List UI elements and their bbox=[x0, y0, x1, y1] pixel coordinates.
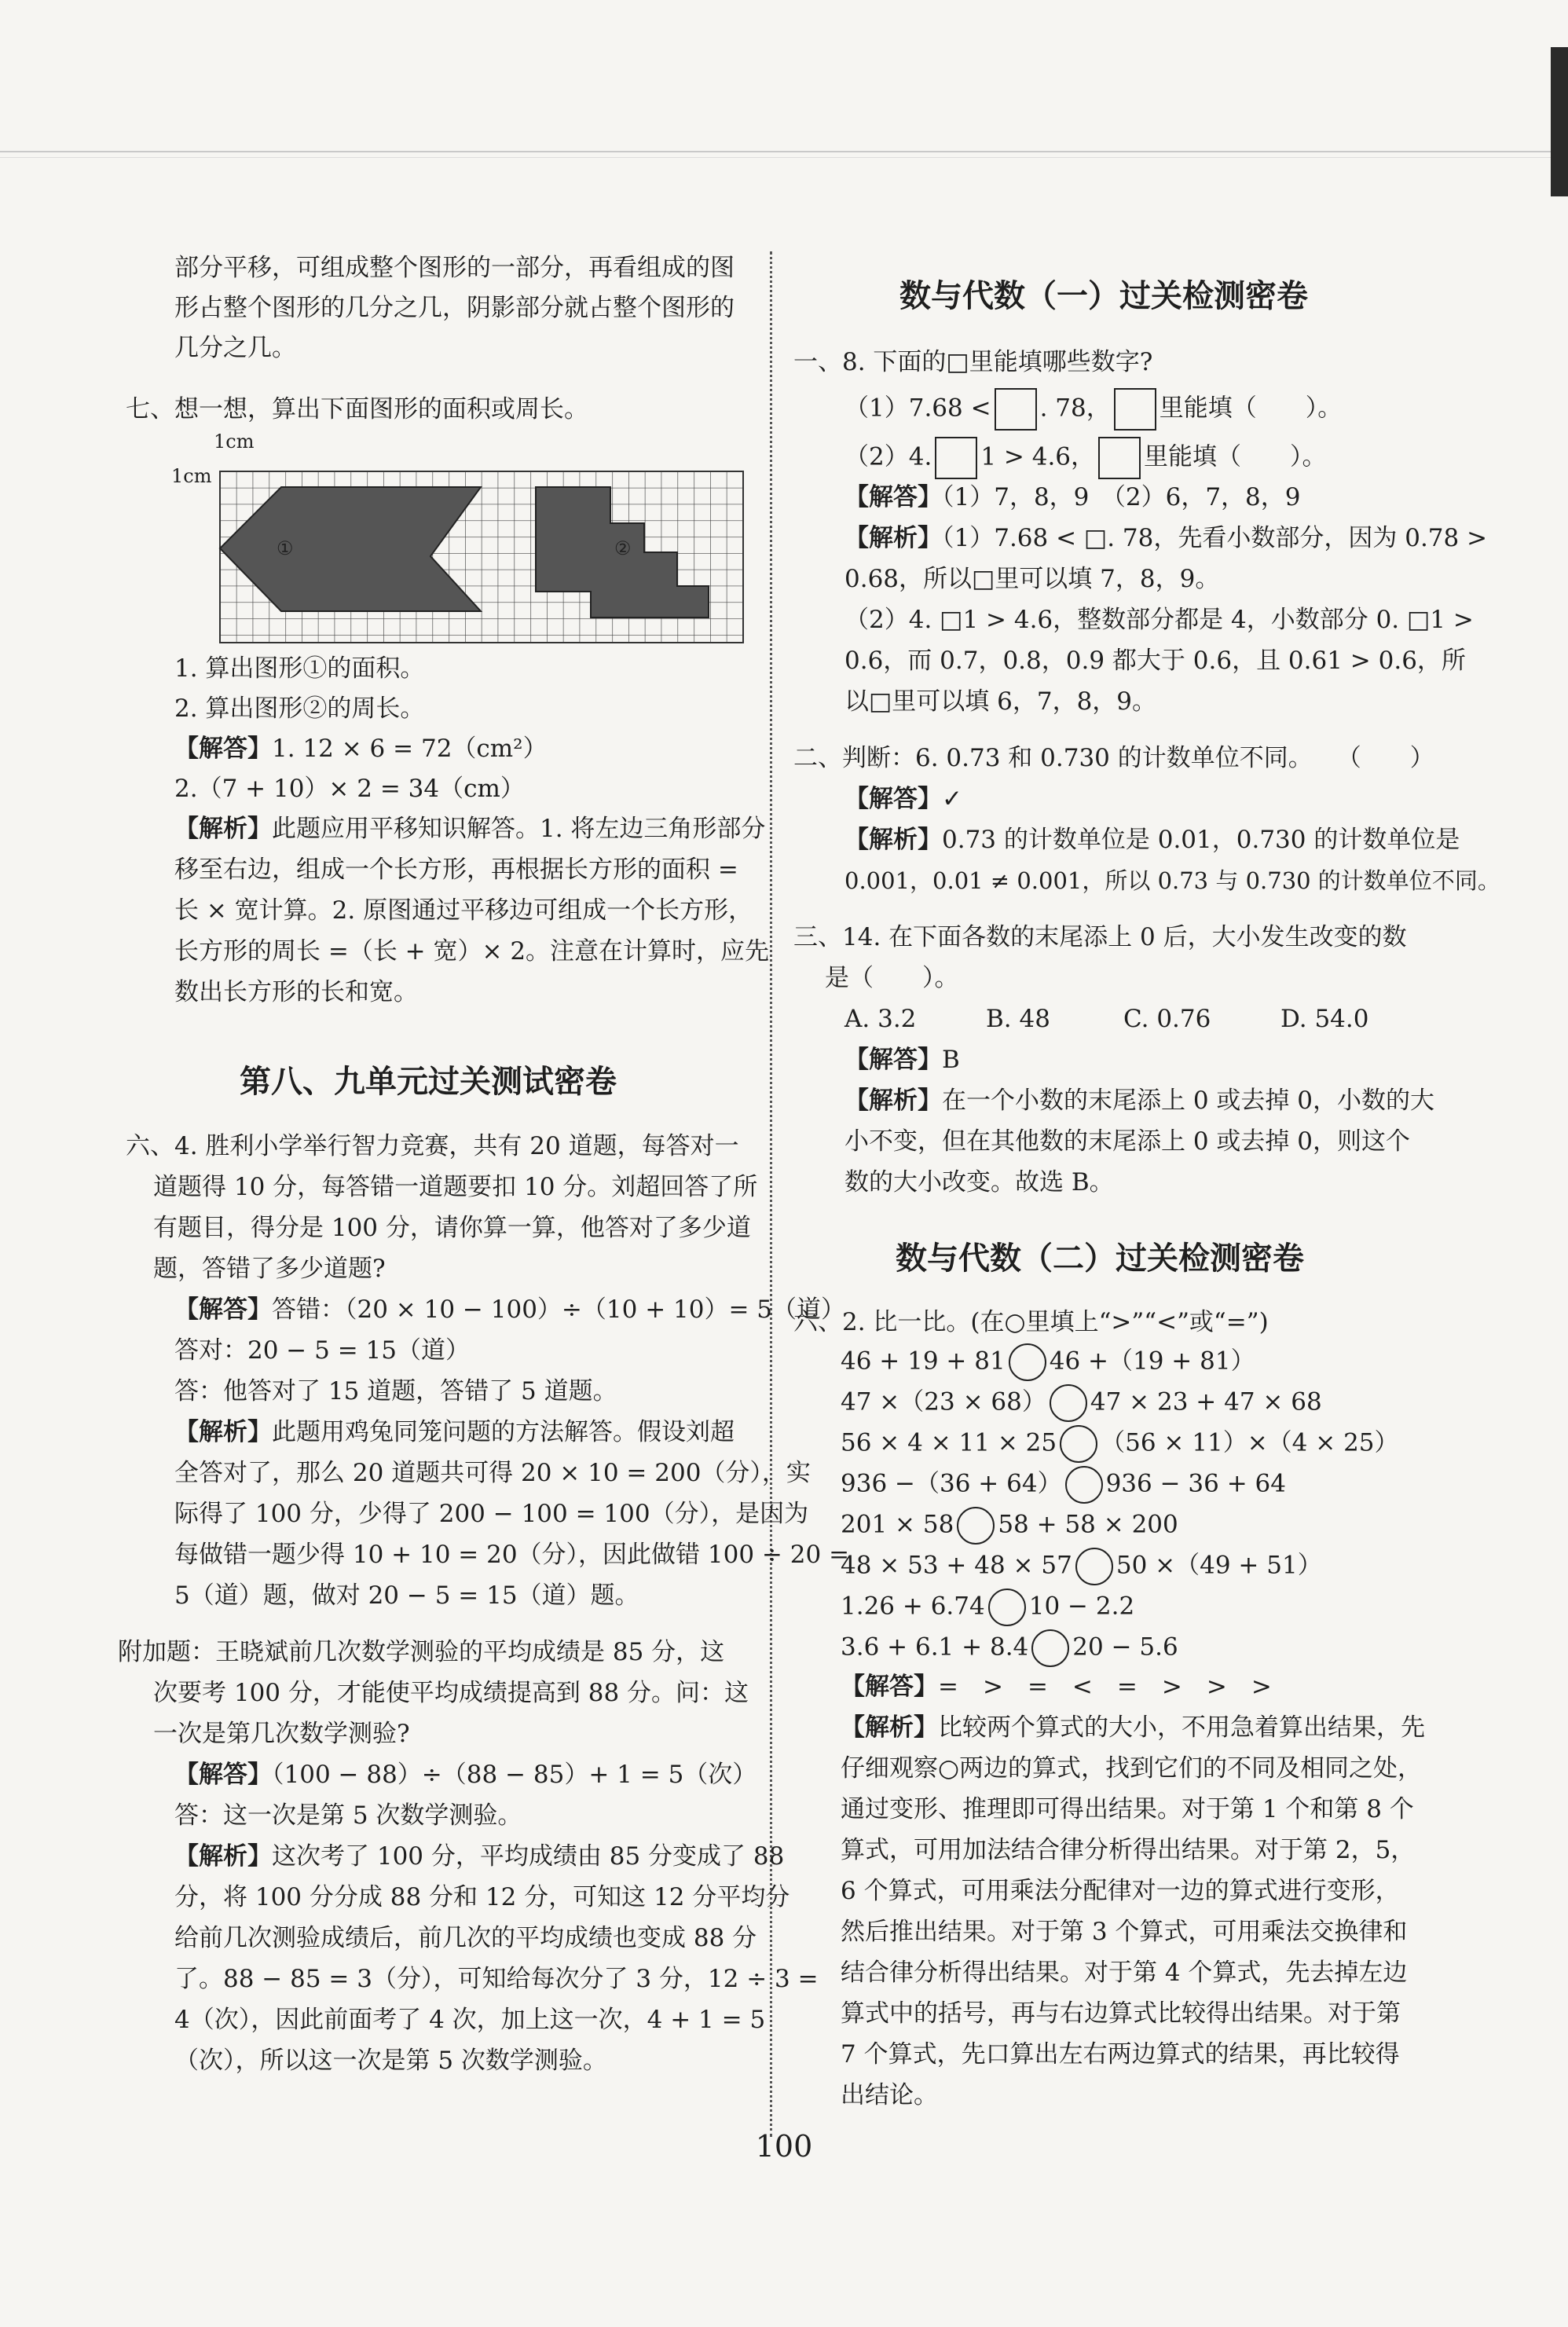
analysis-line: 每做错一题少得 10 + 10 = 20（分），因此做错 100 ÷ 20 = bbox=[174, 1541, 850, 1569]
expr-left: 3.6 + 6.1 + 8.4 bbox=[841, 1633, 1029, 1662]
expr-left: 48 × 53 + 48 × 57 bbox=[841, 1551, 1072, 1580]
q6-answer bbox=[174, 1295, 845, 1325]
analysis-line: 5（道）题，做对 20 − 5 = 15（道）题。 bbox=[174, 1581, 639, 1610]
analysis-line: 了。88 − 85 = 3（分），可知给每次分了 3 分，12 ÷ 3 = bbox=[174, 1965, 819, 1993]
analysis-text: 在一个小数的末尾添上 0 或去掉 0，小数的大 bbox=[942, 1087, 1435, 1115]
text: 1 > 4.6， bbox=[980, 442, 1096, 471]
blank-box[interactable] bbox=[935, 437, 977, 479]
extra-line: 次要考 100 分，才能使平均成绩提高到 88 分。问：这 bbox=[153, 1679, 749, 1707]
analysis-line: 0.001，0.01 ≠ 0.001，所以 0.73 与 0.730 的计数单位不同。 bbox=[844, 867, 1500, 894]
expr-right: （56 × 11）×（4 × 25） bbox=[1101, 1428, 1399, 1457]
analysis-tag: 【解析】 bbox=[844, 524, 942, 552]
page-number: 100 bbox=[755, 2129, 813, 2164]
compare-row bbox=[841, 1466, 1286, 1504]
expr-right: 47 × 23 + 47 × 68 bbox=[1090, 1387, 1322, 1416]
compare-circle[interactable] bbox=[1065, 1466, 1103, 1504]
analysis-text: 此题应用平移知识解答。1. 将左边三角形部分 bbox=[272, 815, 766, 843]
grid-label-top: 1cm bbox=[214, 431, 255, 453]
extra-line: 附加题：王晓斌前几次数学测验的平均成绩是 85 分，这 bbox=[118, 1638, 725, 1666]
analysis-line: 数的大小改变。故选 B。 bbox=[844, 1168, 1114, 1196]
answer-line: 答：他答对了 15 道题，答错了 5 道题。 bbox=[174, 1377, 617, 1405]
analysis-tag: 【解析】 bbox=[844, 1087, 942, 1115]
compare-row bbox=[841, 1507, 1178, 1545]
compare-circle[interactable] bbox=[1009, 1343, 1046, 1381]
option-d: D. 54.0 bbox=[1280, 1005, 1369, 1033]
intro-line: 部分平移，可组成整个图形的一部分，再看组成的图 bbox=[174, 254, 735, 282]
compare-circle[interactable] bbox=[1060, 1425, 1097, 1463]
grid-figure bbox=[167, 431, 764, 650]
expr-right: 58 + 58 × 200 bbox=[998, 1510, 1178, 1539]
answer-text: = > = < = > > > bbox=[938, 1673, 1272, 1701]
expr-right: 10 − 2.2 bbox=[1028, 1592, 1135, 1621]
analysis-text: 此题用鸡兔同笼问题的方法解答。假设刘超 bbox=[272, 1418, 735, 1446]
scan-edge-shadow bbox=[1551, 47, 1568, 196]
r-q6-title: 六、2. 比一比。(在○里填上“>”“<”或“=”) bbox=[793, 1308, 1269, 1336]
analysis-line: 0.6，而 0.7，0.8，0.9 都大于 0.6，且 0.61 > 0.6，所 bbox=[844, 647, 1466, 675]
q6-line: 题，答错了多少道题? bbox=[153, 1255, 386, 1283]
grid-svg bbox=[167, 431, 764, 650]
analysis-line: 移至右边，组成一个长方形，再根据长方形的面积 = bbox=[174, 856, 738, 884]
r-q1-title: 一、8. 下面的□里能填哪些数字? bbox=[793, 348, 1153, 376]
answer-tag: 【解答】 bbox=[844, 1046, 942, 1074]
analysis-tag: 【解析】 bbox=[174, 1842, 272, 1871]
figure-1-label: ① bbox=[277, 537, 294, 559]
analysis-line: （2）4. □1 > 4.6，整数部分都是 4，小数部分 0. □1 > bbox=[844, 606, 1474, 634]
compare-row bbox=[841, 1384, 1322, 1422]
page-top-rule bbox=[0, 151, 1568, 152]
text: 里能填（ ）。 bbox=[1159, 394, 1343, 423]
r-q2-analysis bbox=[844, 825, 1460, 855]
analysis-line: 全答对了，那么 20 道题共可得 20 × 10 = 200（分），实 bbox=[174, 1459, 811, 1487]
analysis-line: 算式中的括号，再与右边算式比较得出结果。对于第 bbox=[841, 1999, 1401, 2028]
analysis-line: 6 个算式，可用乘法分配律对一边的算式进行变形， bbox=[841, 1877, 1400, 1905]
answer-tag: 【解答】 bbox=[174, 735, 272, 763]
intro-line: 形占整个图形的几分之几，阴影部分就占整个图形的 bbox=[174, 294, 735, 322]
compare-row bbox=[841, 1548, 1322, 1585]
analysis-line: 仔细观察○两边的算式，找到它们的不同及相同之处， bbox=[841, 1754, 1423, 1783]
analysis-line: 7 个算式，先口算出左右两边算式的结果，再比较得 bbox=[841, 2040, 1400, 2069]
analysis-line: 以□里可以填 6，7，8，9。 bbox=[844, 687, 1157, 716]
expr-left: 201 × 58 bbox=[841, 1510, 954, 1539]
q7-item: 1. 算出图形①的面积。 bbox=[174, 654, 425, 683]
answer-text: B bbox=[942, 1046, 960, 1074]
analysis-line: 长 × 宽计算。2. 原图通过平移边可组成一个长方形， bbox=[174, 896, 753, 925]
q6-line: 六、4. 胜利小学举行智力竞赛，共有 20 道题，每答对一 bbox=[126, 1132, 739, 1160]
analysis-tag: 【解析】 bbox=[174, 1418, 272, 1446]
analysis-line: 算式，可用加法结合律分析得出结果。对于第 2，5， bbox=[841, 1836, 1416, 1864]
analysis-line: 数出长方形的长和宽。 bbox=[174, 978, 418, 1006]
r-q1-answer bbox=[844, 482, 1301, 512]
analysis-line: 0.68，所以□里可以填 7，8，9。 bbox=[844, 565, 1220, 593]
r-q3-line: 是（ ）。 bbox=[825, 964, 959, 992]
analysis-line: 给前几次测验成绩后，前几次的平均成绩也变成 88 分 bbox=[174, 1924, 757, 1952]
compare-row bbox=[841, 1343, 1255, 1381]
compare-row bbox=[841, 1629, 1178, 1667]
expr-right: 50 ×（49 + 51） bbox=[1116, 1551, 1322, 1580]
compare-circle[interactable] bbox=[957, 1507, 995, 1545]
analysis-line: 分，将 100 分分成 88 分和 12 分，可知这 12 分平均分 bbox=[174, 1883, 790, 1911]
expr-left: 1.26 + 6.74 bbox=[841, 1592, 985, 1621]
expr-left: 46 + 19 + 81 bbox=[841, 1347, 1006, 1376]
compare-circle[interactable] bbox=[1050, 1384, 1087, 1422]
expr-left: 56 × 4 × 11 × 25 bbox=[841, 1428, 1057, 1457]
answer-text: （100 − 88）÷（88 − 85）+ 1 = 5（次） bbox=[272, 1761, 757, 1789]
extra-line: 一次是第几次数学测验? bbox=[153, 1720, 410, 1748]
analysis-line: 出结论。 bbox=[841, 2081, 938, 2109]
answer-tag: 【解答】 bbox=[844, 785, 942, 813]
r-q1-sub2 bbox=[844, 437, 1327, 479]
analysis-text: 比较两个算式的大小，不用急着算出结果，先 bbox=[938, 1713, 1425, 1742]
expr-left: 936 −（36 + 64） bbox=[841, 1469, 1062, 1498]
figure-2-label: ② bbox=[614, 537, 632, 559]
compare-circle[interactable] bbox=[1075, 1548, 1113, 1585]
q6-line: 道题得 10 分，每答错一道题要扣 10 分。刘超回答了所 bbox=[153, 1173, 758, 1201]
q7-answer bbox=[174, 734, 548, 764]
analysis-line: 结合律分析得出结果。对于第 4 个算式，先去掉左边 bbox=[841, 1959, 1408, 1987]
grid-label-left: 1cm bbox=[171, 465, 212, 487]
option-a: A. 3.2 bbox=[844, 1005, 917, 1033]
text: 里能填（ ）。 bbox=[1144, 442, 1327, 471]
r-q1-sub1 bbox=[844, 388, 1342, 431]
expr-left: 47 ×（23 × 68） bbox=[841, 1387, 1046, 1416]
text: （2）4. bbox=[844, 442, 932, 471]
blank-box[interactable] bbox=[995, 388, 1037, 431]
section-title-units-8-9: 第八、九单元过关测试密卷 bbox=[240, 1064, 617, 1100]
analysis-line: 际得了 100 分，少得了 200 − 100 = 100（分），是因为 bbox=[174, 1500, 809, 1528]
expr-right: 936 − 36 + 64 bbox=[1105, 1469, 1287, 1498]
intro-line: 几分之几。 bbox=[174, 334, 296, 362]
answer-line: 答对：20 − 5 = 15（道） bbox=[174, 1336, 470, 1365]
analysis-text: （1）7.68 < □. 78，先看小数部分，因为 0.78 > bbox=[942, 524, 1488, 552]
text: . 78， bbox=[1039, 394, 1111, 423]
answer-text: ✓ bbox=[942, 785, 962, 813]
r-q3-analysis bbox=[844, 1086, 1434, 1116]
analysis-tag: 【解析】 bbox=[844, 826, 942, 854]
r-q6-analysis bbox=[841, 1713, 1425, 1743]
answer-text: （1）7，8，9 （2）6，7，8，9 bbox=[942, 483, 1301, 511]
r-q3-answer bbox=[844, 1045, 960, 1075]
compare-row bbox=[841, 1589, 1134, 1626]
q7-title: 七、想一想，算出下面图形的面积或周长。 bbox=[126, 395, 588, 423]
r-q6-answer bbox=[841, 1672, 1272, 1702]
compare-circle[interactable] bbox=[1031, 1629, 1069, 1667]
r-q1-analysis bbox=[844, 523, 1487, 553]
q6-line: 有题目，得分是 100 分，请你算一算，他答对了多少道 bbox=[153, 1214, 751, 1242]
analysis-line: 通过变形、推理即可得出结果。对于第 1 个和第 8 个 bbox=[841, 1795, 1414, 1823]
option-b: B. 48 bbox=[986, 1005, 1050, 1033]
extra-answer bbox=[174, 1760, 757, 1790]
r-q2-answer bbox=[844, 784, 962, 814]
answer-tag: 【解答】 bbox=[174, 1761, 272, 1789]
answer-tag: 【解答】 bbox=[174, 1295, 272, 1324]
q7-analysis bbox=[174, 814, 765, 844]
option-c: C. 0.76 bbox=[1123, 1005, 1211, 1033]
expr-right: 46 +（19 + 81） bbox=[1049, 1347, 1255, 1376]
answer-line: 答：这一次是第 5 次数学测验。 bbox=[174, 1801, 522, 1830]
analysis-line: 然后推出结果。对于第 3 个算式，可用乘法交换律和 bbox=[841, 1918, 1408, 1946]
answer-tag: 【解答】 bbox=[841, 1673, 938, 1701]
q7-item: 2. 算出图形②的周长。 bbox=[174, 694, 425, 723]
extra-analysis bbox=[174, 1841, 784, 1871]
analysis-line: 小不变，但在其他数的末尾添上 0 或去掉 0，则这个 bbox=[844, 1127, 1411, 1156]
page-top-rule-2 bbox=[0, 157, 1568, 158]
analysis-line: 长方形的周长 =（长 + 宽）× 2。注意在计算时，应先 bbox=[174, 937, 770, 966]
blank-box[interactable] bbox=[1114, 388, 1156, 431]
answer-text: 1. 12 × 6 = 72（cm²） bbox=[272, 735, 548, 763]
compare-row bbox=[841, 1425, 1399, 1463]
analysis-line: 4（次），因此前面考了 4 次，加上这一次，4 + 1 = 5 bbox=[174, 2006, 766, 2034]
answer-tag: 【解答】 bbox=[844, 483, 942, 511]
answer-text: 答错：（20 × 10 − 100）÷（10 + 10）= 5（道） bbox=[272, 1295, 846, 1324]
q7-answer-2: 2.（7 + 10）× 2 = 34（cm） bbox=[174, 775, 525, 803]
q6-analysis bbox=[174, 1417, 735, 1447]
analysis-text: 这次考了 100 分，平均成绩由 85 分变成了 88 bbox=[272, 1842, 785, 1871]
r-q3-line: 三、14. 在下面各数的末尾添上 0 后，大小发生改变的数 bbox=[793, 923, 1407, 951]
analysis-text: 0.73 的计数单位是 0.01，0.730 的计数单位是 bbox=[942, 826, 1460, 854]
analysis-tag: 【解析】 bbox=[174, 815, 272, 843]
analysis-tag: 【解析】 bbox=[841, 1713, 938, 1742]
analysis-line: （次），所以这一次是第 5 次数学测验。 bbox=[174, 2047, 607, 2075]
text: （1）7.68 < bbox=[844, 394, 991, 423]
section-title-algebra-1: 数与代数（一）过关检测密卷 bbox=[899, 278, 1308, 314]
expr-right: 20 − 5.6 bbox=[1072, 1633, 1178, 1662]
blank-box[interactable] bbox=[1098, 437, 1141, 479]
compare-circle[interactable] bbox=[988, 1589, 1026, 1626]
r-q2-title: 二、判断：6. 0.73 和 0.730 的计数单位不同。 （ ） bbox=[793, 744, 1434, 772]
section-title-algebra-2: 数与代数（二）过关检测密卷 bbox=[896, 1240, 1304, 1277]
